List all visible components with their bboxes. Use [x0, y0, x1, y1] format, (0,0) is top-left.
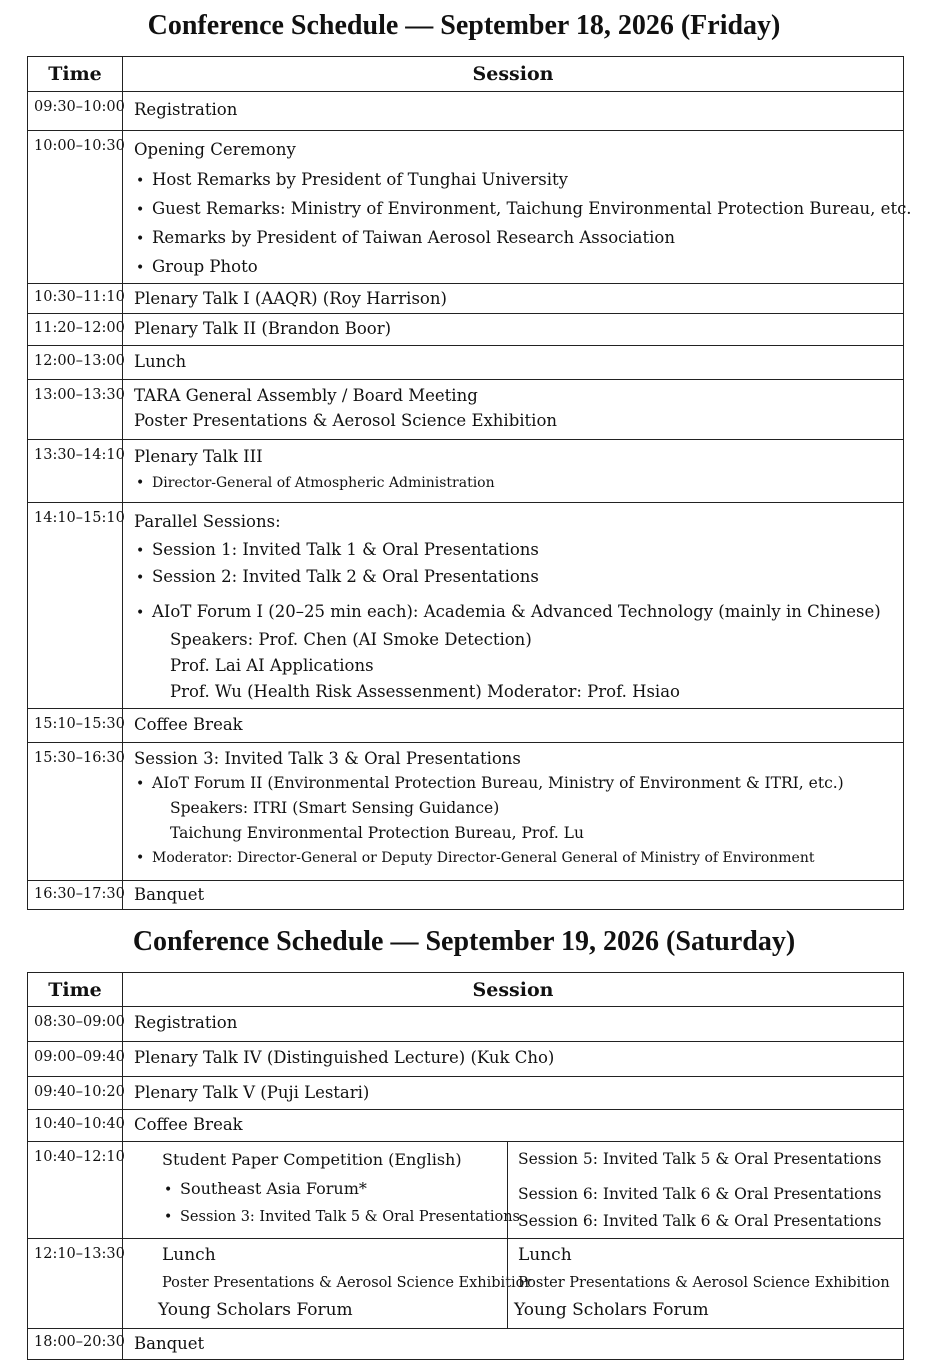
- speaker-line: Prof. Wu (Health Risk Assessenment) Moderator: Prof. Hsiao: [170, 682, 680, 701]
- left-session-cell: [158, 1241, 532, 1324]
- session-header: Session: [472, 63, 554, 85]
- session-line: Registration: [134, 1013, 238, 1032]
- time-header: Time: [28, 57, 123, 91]
- bullet-item: • Group Photo: [134, 252, 903, 281]
- time-cell: 12:10–13:30: [28, 1239, 123, 1328]
- session-line: Registration: [134, 100, 238, 119]
- session-cell: [123, 92, 903, 130]
- table-header: [28, 57, 903, 91]
- bullet-item: • Director-General of Atmospheric Administration: [134, 471, 903, 496]
- table-row: [28, 313, 903, 345]
- left-session-cell: [162, 1145, 520, 1232]
- time-cell: 10:00–10:30: [28, 131, 123, 283]
- session-line: Poster Presentations & Aerosol Science Exhibition: [134, 411, 558, 430]
- session-line: Lunch: [518, 1245, 572, 1265]
- session-header: Session: [472, 979, 554, 1001]
- speaker-line: Taichung Environmental Protection Bureau, Prof. Lu: [170, 824, 584, 842]
- session-line: Session 6: Invited Talk 6 & Oral Presentations: [518, 1212, 882, 1230]
- time-cell: 14:10–15:10: [28, 503, 123, 708]
- time-cell: 09:30–10:00: [28, 92, 123, 130]
- time-cell: 10:30–11:10: [28, 284, 123, 313]
- bullet-item: • AIoT Forum I (20–25 min each): Academia & Advanced Technology (mainly in Chinese): [134, 597, 903, 627]
- table-row: [28, 1076, 903, 1109]
- time-cell: 12:00–13:00: [28, 346, 123, 379]
- session-cell: [123, 1329, 903, 1359]
- table-row: [28, 379, 903, 439]
- table-row: [28, 91, 903, 130]
- session-line: Coffee Break: [134, 1115, 243, 1134]
- session-line: Poster Presentations & Aerosol Science Exhibition: [518, 1275, 890, 1291]
- time-cell: 09:00–09:40: [28, 1042, 123, 1076]
- session-cell: [123, 1077, 903, 1109]
- time-cell: 11:20–12:00: [28, 314, 123, 345]
- session-line: Student Paper Competition (English): [162, 1150, 462, 1169]
- day1-title: Conference Schedule — September 18, 2026 (Friday): [147, 10, 781, 41]
- session-cell: [123, 284, 903, 313]
- bullet-item: • Session 1: Invited Talk 1 & Oral Presentations: [134, 536, 903, 563]
- time-cell: 16:30–17:30: [28, 881, 123, 909]
- table-row: [28, 502, 903, 708]
- session-line: Session 3: Invited Talk 3 & Oral Presentations: [134, 749, 521, 768]
- session-line: Poster Presentations & Aerosol Science Exhibitior: [162, 1275, 532, 1291]
- table-row: [28, 345, 903, 379]
- bullet-item: • Remarks by President of Taiwan Aerosol Research Association: [134, 223, 903, 252]
- session-cell: [123, 131, 912, 283]
- session-line: Plenary Talk I (AAQR) (Roy Harrison): [134, 289, 447, 308]
- session-line: Opening Ceremony: [134, 140, 296, 159]
- speaker-line: Prof. Lai AI Applications: [170, 656, 374, 675]
- time-cell: 13:30–14:10: [28, 440, 123, 502]
- time-cell: 13:00–13:30: [28, 380, 123, 439]
- session-line: Session 6: Invited Talk 6 & Oral Presentations: [518, 1185, 882, 1203]
- session-cell: [123, 881, 903, 909]
- bullet-item: • AIoT Forum II (Environmental Protection Bureau, Ministry of Environment & ITRI, etc.): [134, 771, 903, 796]
- table-row: [28, 742, 903, 880]
- table-row: [28, 1041, 903, 1076]
- day2-title: Conference Schedule — September 19, 2026 (Saturday): [132, 926, 796, 957]
- table-row: [28, 1328, 903, 1359]
- bullet-item: • Moderator: Director-General or Deputy Director-General General of Ministry of Environment: [134, 846, 903, 871]
- session-line: Lunch: [162, 1245, 216, 1265]
- session-line: Banquet: [134, 885, 205, 904]
- session-cell: [123, 1110, 903, 1141]
- table-header: [28, 973, 903, 1006]
- bullet-item: • Session 3: Invited Talk 5 & Oral Presentations: [162, 1203, 520, 1232]
- time-cell: 15:30–16:30: [28, 743, 123, 880]
- session-line: TARA General Assembly / Board Meeting: [134, 386, 478, 405]
- session-cell: [123, 1042, 903, 1076]
- table-row: [28, 1141, 903, 1238]
- day1-schedule-table: [27, 56, 912, 910]
- session-cell: [123, 314, 903, 345]
- session-cell: [123, 743, 903, 880]
- time-cell: 08:30–09:00: [28, 1007, 123, 1041]
- table-row: [28, 130, 912, 283]
- time-cell: 18:00–20:30: [28, 1329, 123, 1359]
- time-header: Time: [28, 973, 123, 1006]
- session-line: Lunch: [134, 352, 187, 371]
- time-cell: 10:40–12:10: [28, 1142, 123, 1238]
- bullet-item: • Host Remarks by President of Tunghai University: [134, 165, 903, 194]
- bullet-item: • Guest Remarks: Ministry of Environment, Taichung Environmental Protection Bureau, etc.: [134, 194, 903, 223]
- session-line: Plenary Talk III: [134, 447, 263, 466]
- right-session-cell: [514, 1241, 890, 1324]
- session-line: Plenary Talk IV (Distinguished Lecture) (Kuk Cho): [134, 1048, 555, 1067]
- table-row: [28, 439, 903, 502]
- session-line: Young Scholars Forum: [514, 1300, 709, 1320]
- session-cell: [123, 440, 903, 502]
- speaker-line: Speakers: ITRI (Smart Sensing Guidance): [170, 799, 500, 817]
- session-cell: [123, 503, 903, 708]
- session-line: Plenary Talk V (Puji Lestari): [134, 1083, 370, 1102]
- right-session-cell: [518, 1145, 881, 1236]
- time-cell: 15:10–15:30: [28, 709, 123, 742]
- table-row: [28, 1238, 903, 1328]
- bullet-item: • Session 2: Invited Talk 2 & Oral Presentations: [134, 563, 903, 597]
- session-cell: [123, 380, 903, 439]
- session-line: Coffee Break: [134, 715, 243, 734]
- session-line: Young Scholars Forum: [158, 1300, 353, 1320]
- time-cell: 09:40–10:20: [28, 1077, 123, 1109]
- session-line: Session 5: Invited Talk 5 & Oral Presentations: [518, 1150, 882, 1168]
- column-divider: [507, 1239, 508, 1328]
- column-divider: [507, 1142, 508, 1238]
- session-cell: [123, 346, 903, 379]
- session-line: Parallel Sessions:: [134, 512, 281, 531]
- session-line: Plenary Talk II (Brandon Boor): [134, 319, 392, 338]
- session-cell: [123, 709, 903, 742]
- session-cell: [123, 1007, 903, 1041]
- table-row: [28, 880, 903, 909]
- bullet-item: • Southeast Asia Forum*: [162, 1174, 520, 1203]
- table-row: [28, 708, 903, 742]
- session-line: Banquet: [134, 1334, 205, 1353]
- time-cell: 10:40–10:40: [28, 1110, 123, 1141]
- table-row: [28, 1109, 903, 1141]
- table-row: [28, 283, 903, 313]
- day2-schedule-table: [27, 972, 904, 1360]
- speaker-line: Speakers: Prof. Chen (AI Smoke Detection): [170, 630, 532, 649]
- table-row: [28, 1006, 903, 1041]
